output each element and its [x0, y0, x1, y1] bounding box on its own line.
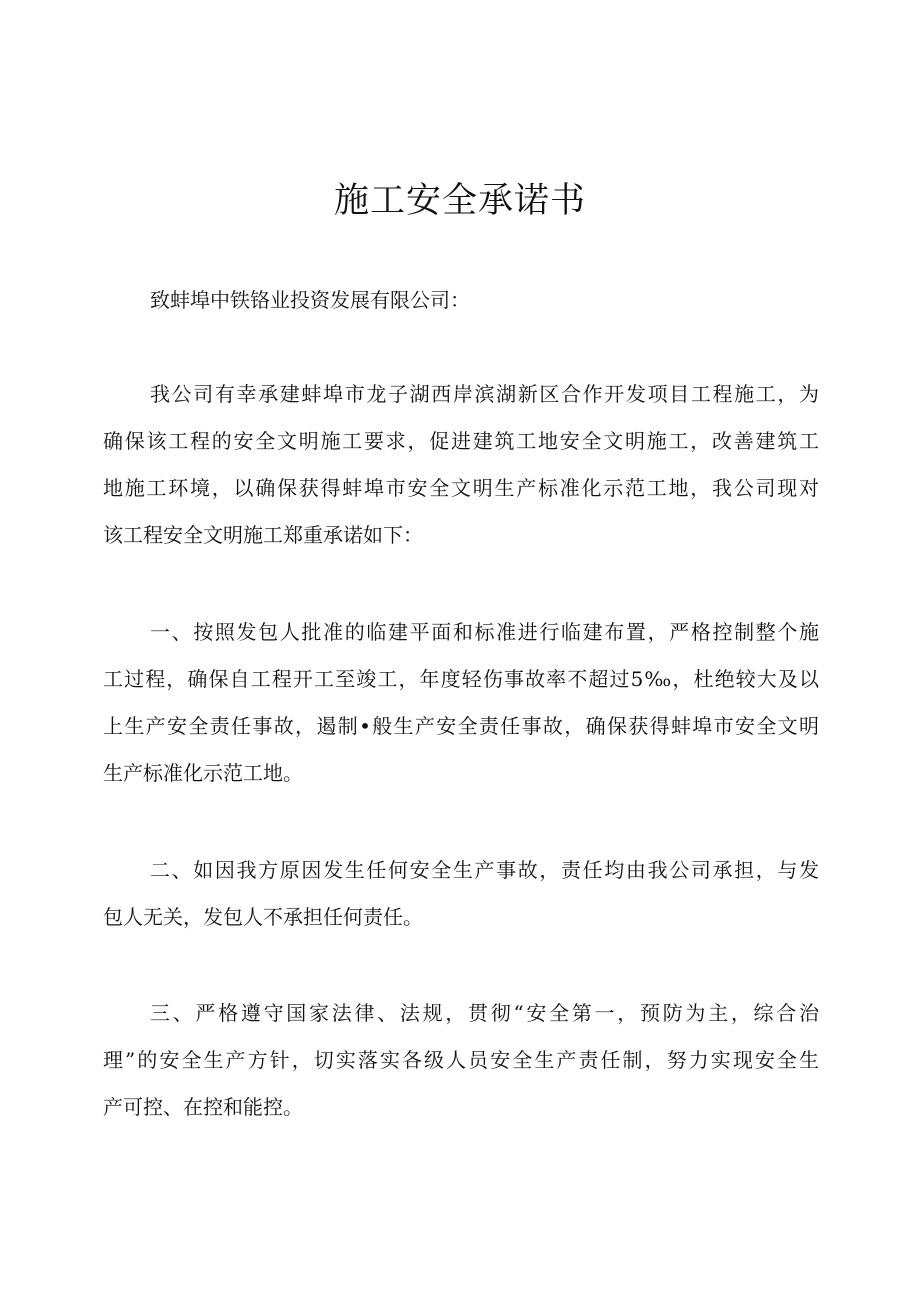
paragraph-clause-1 [103, 609, 819, 797]
paragraph-line: 地施工环境，以确保获得蚌埠市安全文明生产标准化示范工地，我公司现对 [103, 476, 819, 500]
paragraph-line: 理”的安全生产方针，切实落实各级人员安全生产责任制，努力实现安全生 [103, 1048, 819, 1072]
paragraph-line: 工过程，确保自工程开工至竣工，年度轻伤事故率不超过5‰，杜绝较大及以 [103, 667, 819, 691]
paragraph-intro [103, 371, 819, 559]
paragraph-line: 上生产安全责任事故，遏制•般生产安全责任事故，确保获得蚌埠市安全文明 [103, 714, 819, 738]
paragraph-clause-3 [103, 990, 819, 1131]
paragraph-line: 一、按照发包人批准的临建平面和标准进行临建布置，严格控制整个施 [150, 620, 819, 644]
paragraph-line: 生产标准化示范工地。 [103, 761, 303, 785]
document-title: 施工安全承诺书 [333, 181, 586, 221]
paragraph-clause-2 [103, 847, 819, 941]
addressee-line: 致蚌埠中铁铬业投资发展有限公司： [150, 288, 470, 312]
paragraph-line: 二、如因我方原因发生任何安全生产事故，责任均由我公司承担，与发 [150, 858, 819, 882]
paragraph-line: 产可控、在控和能控。 [103, 1095, 303, 1119]
paragraph-line: 三、严格遵守国家法律、法规，贯彻“安全第一，预防为主，综合治 [150, 1001, 819, 1025]
paragraph-line: 我公司有幸承建蚌埠市龙子湖西岸滨湖新区合作开发项目工程施工，为 [150, 382, 819, 406]
paragraph-line: 该工程安全文明施工郑重承诺如下： [103, 523, 423, 547]
paragraph-line: 确保该工程的安全文明施工要求，促进建筑工地安全文明施工，改善建筑工 [103, 429, 819, 453]
paragraph-line: 包人无关，发包人不承担任何责任。 [103, 905, 423, 929]
